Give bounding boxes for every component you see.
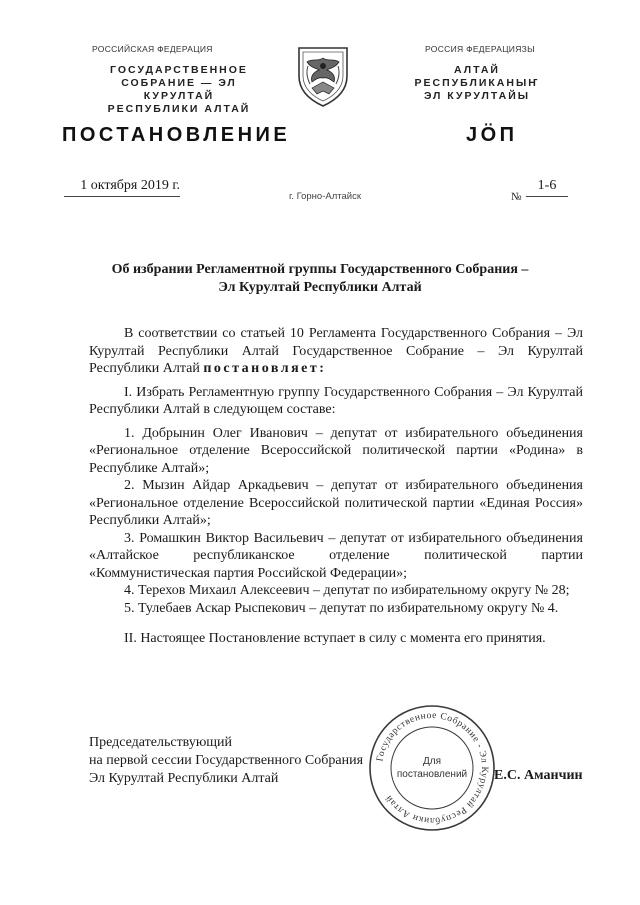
document-title: [0, 261, 640, 297]
date-field: [64, 178, 180, 197]
stamp-center-line: Для: [422, 756, 442, 767]
item-two-paragraph: II. Настоящее Постановление вступает в силу с момента его принятия.: [124, 631, 546, 646]
header-right-line: АЛТАЙ РЕСПУБЛИКАНЫҤ: [414, 64, 540, 89]
official-stamp: [366, 702, 498, 834]
signature-line: на первой сессии Государственного Собрания: [89, 753, 364, 768]
number-field: [526, 178, 568, 197]
member-paragraph: 4. Терехов Михаил Алексеевич – депутат по избирательному округу № 28;: [124, 583, 570, 598]
header-left-line: СОБРАНИЕ — ЭЛ КУРУЛТАЙ: [121, 77, 237, 102]
doc-type-alt: JÖП: [466, 124, 518, 146]
member-paragraph: 2. Мызин Айдар Аркадьевич – депутат от избирательного объединения «Региональное отделение Всероссийской политической партии «Единая Россия» Республики Алтай»;: [89, 478, 583, 528]
header-right-line: ЭЛ КУРУЛТАЙЫ: [423, 90, 531, 102]
number-value: 1-6: [537, 178, 557, 193]
number-sign: №: [511, 191, 522, 203]
header-left-org: [90, 64, 268, 116]
city-label: г. Горно-Алтайск: [289, 191, 361, 202]
date-value: 1 октября 2019 г.: [80, 178, 180, 193]
member-paragraph: 3. Ромашкин Виктор Васильевич – депутат от избирательного объединения «Алтайское республиканское отделение политической партии «Коммунистическая партия Российской Федерации»;: [89, 530, 583, 581]
title-line: Эл Курултай Республики Алтай: [218, 280, 422, 295]
header-left-line: ГОСУДАРСТВЕННОЕ: [110, 64, 248, 76]
title-line: Об избрании Регламентной группы Государственного Собрания –: [111, 262, 529, 277]
member-paragraph: 1. Добрынин Олег Иванович – депутат от избирательного объединения «Региональное отделение Всероссийской политической партии «Родина» в Республике Алтай»;: [89, 425, 583, 476]
doc-type-ru: ПОСТАНОВЛЕНИЕ: [62, 124, 291, 146]
signature-line: Эл Курултай Республики Алтай: [89, 771, 279, 786]
header-right-country: РОССИЯ ФЕДЕРАЦИЯЗЫ: [425, 44, 535, 54]
item-one-paragraph: I. Избрать Регламентную группу Государственного Собрания – Эл Курултай Республики Алтай в следующем составе:: [89, 384, 583, 417]
header-left-country: РОССИЙСКАЯ ФЕДЕРАЦИЯ: [92, 44, 213, 54]
intro-paragraph: [89, 325, 583, 378]
intro-text: В соответствии со статьей 10 Регламента Государственного Собрания – Эл Курултай Республики Алтай Государственное Собрание – Эл Курултай Республики Алтай: [89, 326, 583, 376]
stamp-ring-text: Государственное Собрание - Эл Курултай Республики Алтай: [375, 710, 490, 826]
signer-name: Е.С. Аманчин: [494, 768, 583, 783]
header-left-line: РЕСПУБЛИКИ АЛТАЙ: [107, 103, 251, 115]
document-body: [89, 325, 583, 648]
coat-of-arms-icon: [294, 44, 352, 108]
member-paragraph: 5. Тулебаев Аскар Рыспекович – депутат по избирательному округу № 4.: [124, 600, 559, 616]
resolves-word: постановляет:: [203, 361, 327, 376]
signature-line: Председательствующий: [89, 735, 233, 750]
stamp-center-line: постановлений: [396, 769, 468, 780]
header-right-org: [392, 64, 562, 103]
signature-block: [89, 734, 363, 788]
